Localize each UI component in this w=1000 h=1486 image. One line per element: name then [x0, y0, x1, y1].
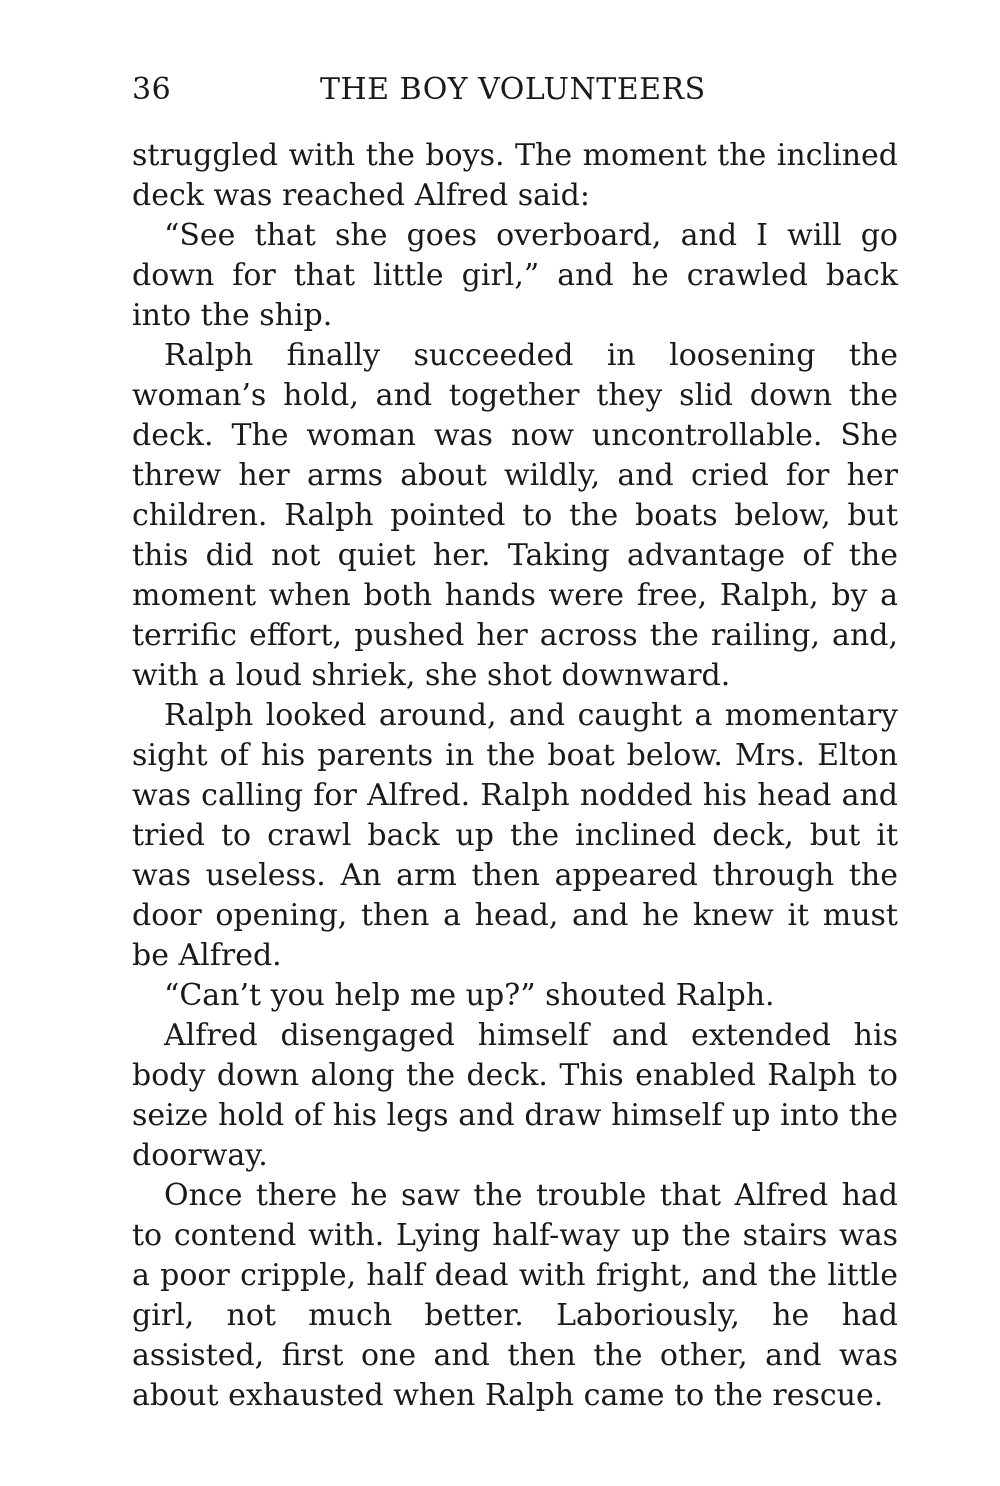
page-header	[132, 70, 900, 110]
paragraph: Once there he saw the trouble that Alfred had to contend with. Lying half-way up the stairs was a poor cripple, half dead with fright, and the little girl, not much better. Laboriously, he had assisted, first one and then the other, and was about exhausted when Ralph came to the rescue.	[132, 1178, 898, 1413]
running-title: THE BOY VOLUNTEERS	[320, 72, 706, 107]
paragraph: Alfred disengaged himself and extended his body down along the deck. This enabled Ralph to seize hold of his legs and draw himself up into the doorway.	[132, 1018, 898, 1173]
paragraph: struggled with the boys. The moment the inclined deck was reached Alfred said:	[132, 138, 898, 213]
paragraph: “See that she goes overboard, and I will go down for that little girl,” and he crawled back into the ship.	[132, 218, 898, 333]
paragraph: Ralph looked around, and caught a momentary sight of his parents in the boat below. Mrs. Elton was calling for Alfred. Ralph nodded his head and tried to crawl back up the inclined deck, but it was useless. An arm then appeared through the door opening, then a head, and he knew it must be Alfred.	[132, 698, 898, 973]
paragraph: Ralph finally succeeded in loosening the woman’s hold, and together they slid down the deck. The woman was now uncontrollable. She threw her arms about wildly, and cried for her children. Ralph pointed to the boats below, but this did not quiet her. Taking advantage of the moment when both hands were free, Ralph, by a terrific effort, pushed her across the railing, and, with a loud shriek, she shot downward.	[132, 338, 898, 693]
page-number: 36	[132, 72, 172, 107]
paragraph: “Can’t you help me up?” shouted Ralph.	[164, 978, 775, 1013]
body-text	[132, 136, 898, 1416]
